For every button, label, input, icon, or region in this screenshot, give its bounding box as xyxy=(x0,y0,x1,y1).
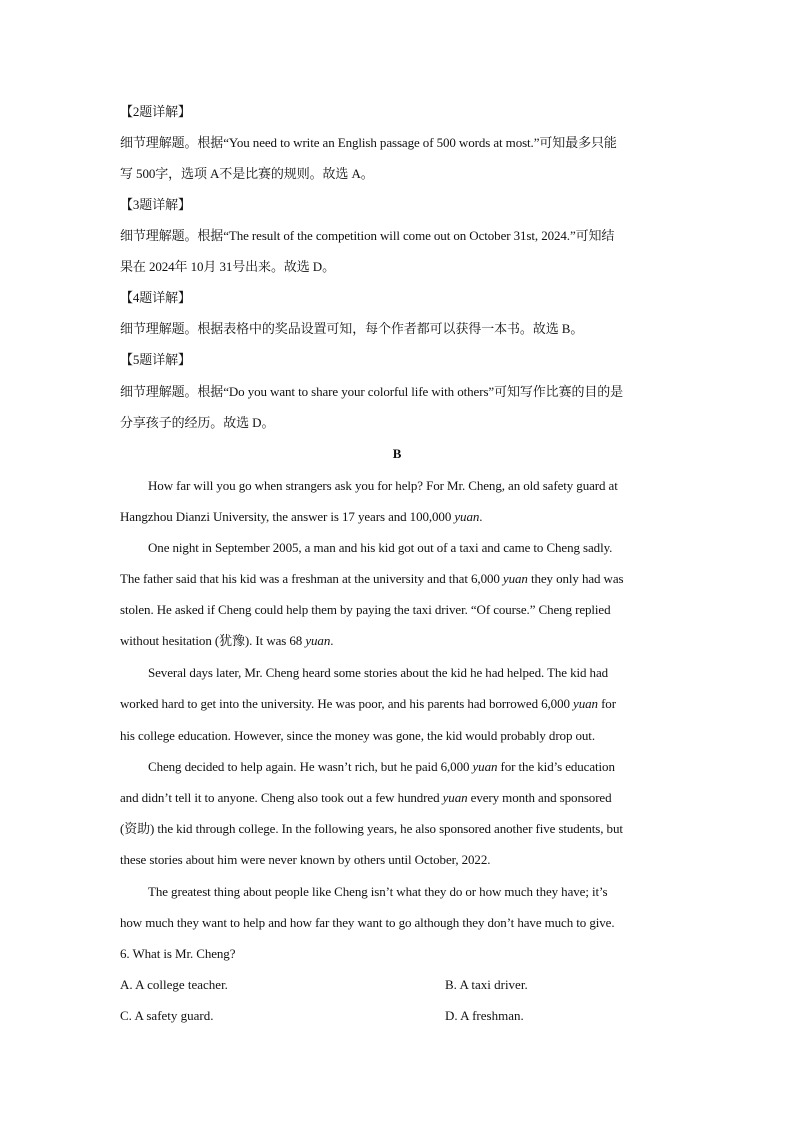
explanation-header-4: 【4题详解】 xyxy=(120,290,191,305)
passage-p2-line-3: stolen. He asked if Cheng could help them by paying the taxi driver. “Of course.” Cheng replied xyxy=(120,602,611,617)
italic-yuan: yuan xyxy=(502,571,528,586)
option-b: B. A taxi driver. xyxy=(445,977,528,992)
passage-p4-line-1 xyxy=(148,757,680,777)
passage-p2-line-4 xyxy=(120,631,680,651)
text-span: without hesitation (犹豫). It was 68 xyxy=(120,633,306,648)
explanation-header-2: 【2题详解】 xyxy=(120,104,191,119)
explanation-header-5: 【5题详解】 xyxy=(120,352,191,367)
text-span: and didn’t tell it to anyone. Cheng also took out a few hundred xyxy=(120,790,443,805)
text-span: worked hard to get into the university. He was poor, and his parents had borrowed 6,000 xyxy=(120,696,574,711)
text-span: they only had was xyxy=(527,571,624,586)
option-c: C. A safety guard. xyxy=(120,1008,214,1023)
text-span: Hangzhou Dianzi University, the answer is 17 years and 100,000 xyxy=(120,509,455,524)
option-a: A. A college teacher. xyxy=(120,977,228,992)
text-span: . xyxy=(330,633,334,648)
passage-p2-line-1: One night in September 2005, a man and his kid got out of a taxi and came to Cheng sadly. xyxy=(148,540,613,555)
passage-p3-line-1: Several days later, Mr. Cheng heard some stories about the kid he had helped. The kid had xyxy=(148,665,609,680)
question-stem: 6. What is Mr. Cheng? xyxy=(120,946,236,961)
text-span: for xyxy=(597,696,616,711)
explanation-header-3: 【3题详解】 xyxy=(120,197,191,212)
italic-yuan: yuan xyxy=(573,696,598,711)
passage-p4-line-2 xyxy=(120,788,680,808)
text-span: . xyxy=(479,509,483,524)
explanation-text-5-line-2: 分享孩子的经历。故选 D。 xyxy=(120,415,275,430)
italic-yuan: yuan xyxy=(454,509,480,524)
passage-p1-line-2 xyxy=(120,507,680,527)
explanation-text-5-line-1: 细节理解题。根据“Do you want to share your colorful life with others”可知写作比赛的目的是 xyxy=(120,384,624,399)
section-title: B xyxy=(392,446,402,461)
passage-p3-line-3: his college education. However, since the money was gone, the kid would probably drop out. xyxy=(120,728,595,743)
explanation-text-3-line-2: 果在 2024年 10月 31号出来。故选 D。 xyxy=(120,259,335,274)
passage-p5-line-1: The greatest thing about people like Cheng isn’t what they do or how much they have; it’s xyxy=(148,884,608,899)
explanation-text-3-line-1: 细节理解题。根据“The result of the competition will come out on October 31st, 2024.”可知结 xyxy=(120,228,615,243)
explanation-text-2-line-1: 细节理解题。根据“You need to write an English passage of 500 words at most.”可知最多只能 xyxy=(120,135,617,150)
passage-p4-line-3: (资助) the kid through college. In the following years, he also sponsored another five students, but xyxy=(120,821,623,836)
passage-p5-line-2: how much they want to help and how far they want to go although they don’t have much to give. xyxy=(120,915,615,930)
italic-yuan: yuan xyxy=(442,790,468,805)
text-span: every month and sponsored xyxy=(467,790,612,805)
italic-yuan: yuan xyxy=(472,759,498,774)
explanation-text-2-line-2: 写 500字，选项 A不是比赛的规则。故选 A。 xyxy=(120,166,374,181)
explanation-text-4-line-1: 细节理解题。根据表格中的奖品设置可知，每个作者都可以获得一本书。故选 B。 xyxy=(120,321,584,336)
option-d: D. A freshman. xyxy=(445,1008,524,1023)
italic-yuan: yuan xyxy=(305,633,331,648)
passage-p2-line-2 xyxy=(120,569,680,589)
passage-p4-line-4: these stories about him were never known by others until October, 2022. xyxy=(120,852,491,867)
text-span: The father said that his kid was a freshman at the university and that 6,000 xyxy=(120,571,503,586)
text-span: for the kid’s education xyxy=(497,759,615,774)
passage-p1-line-1: How far will you go when strangers ask you for help? For Mr. Cheng, an old safety guard at xyxy=(148,478,618,493)
passage-p3-line-2 xyxy=(120,694,680,714)
text-span: Cheng decided to help again. He wasn’t rich, but he paid 6,000 xyxy=(148,759,473,774)
